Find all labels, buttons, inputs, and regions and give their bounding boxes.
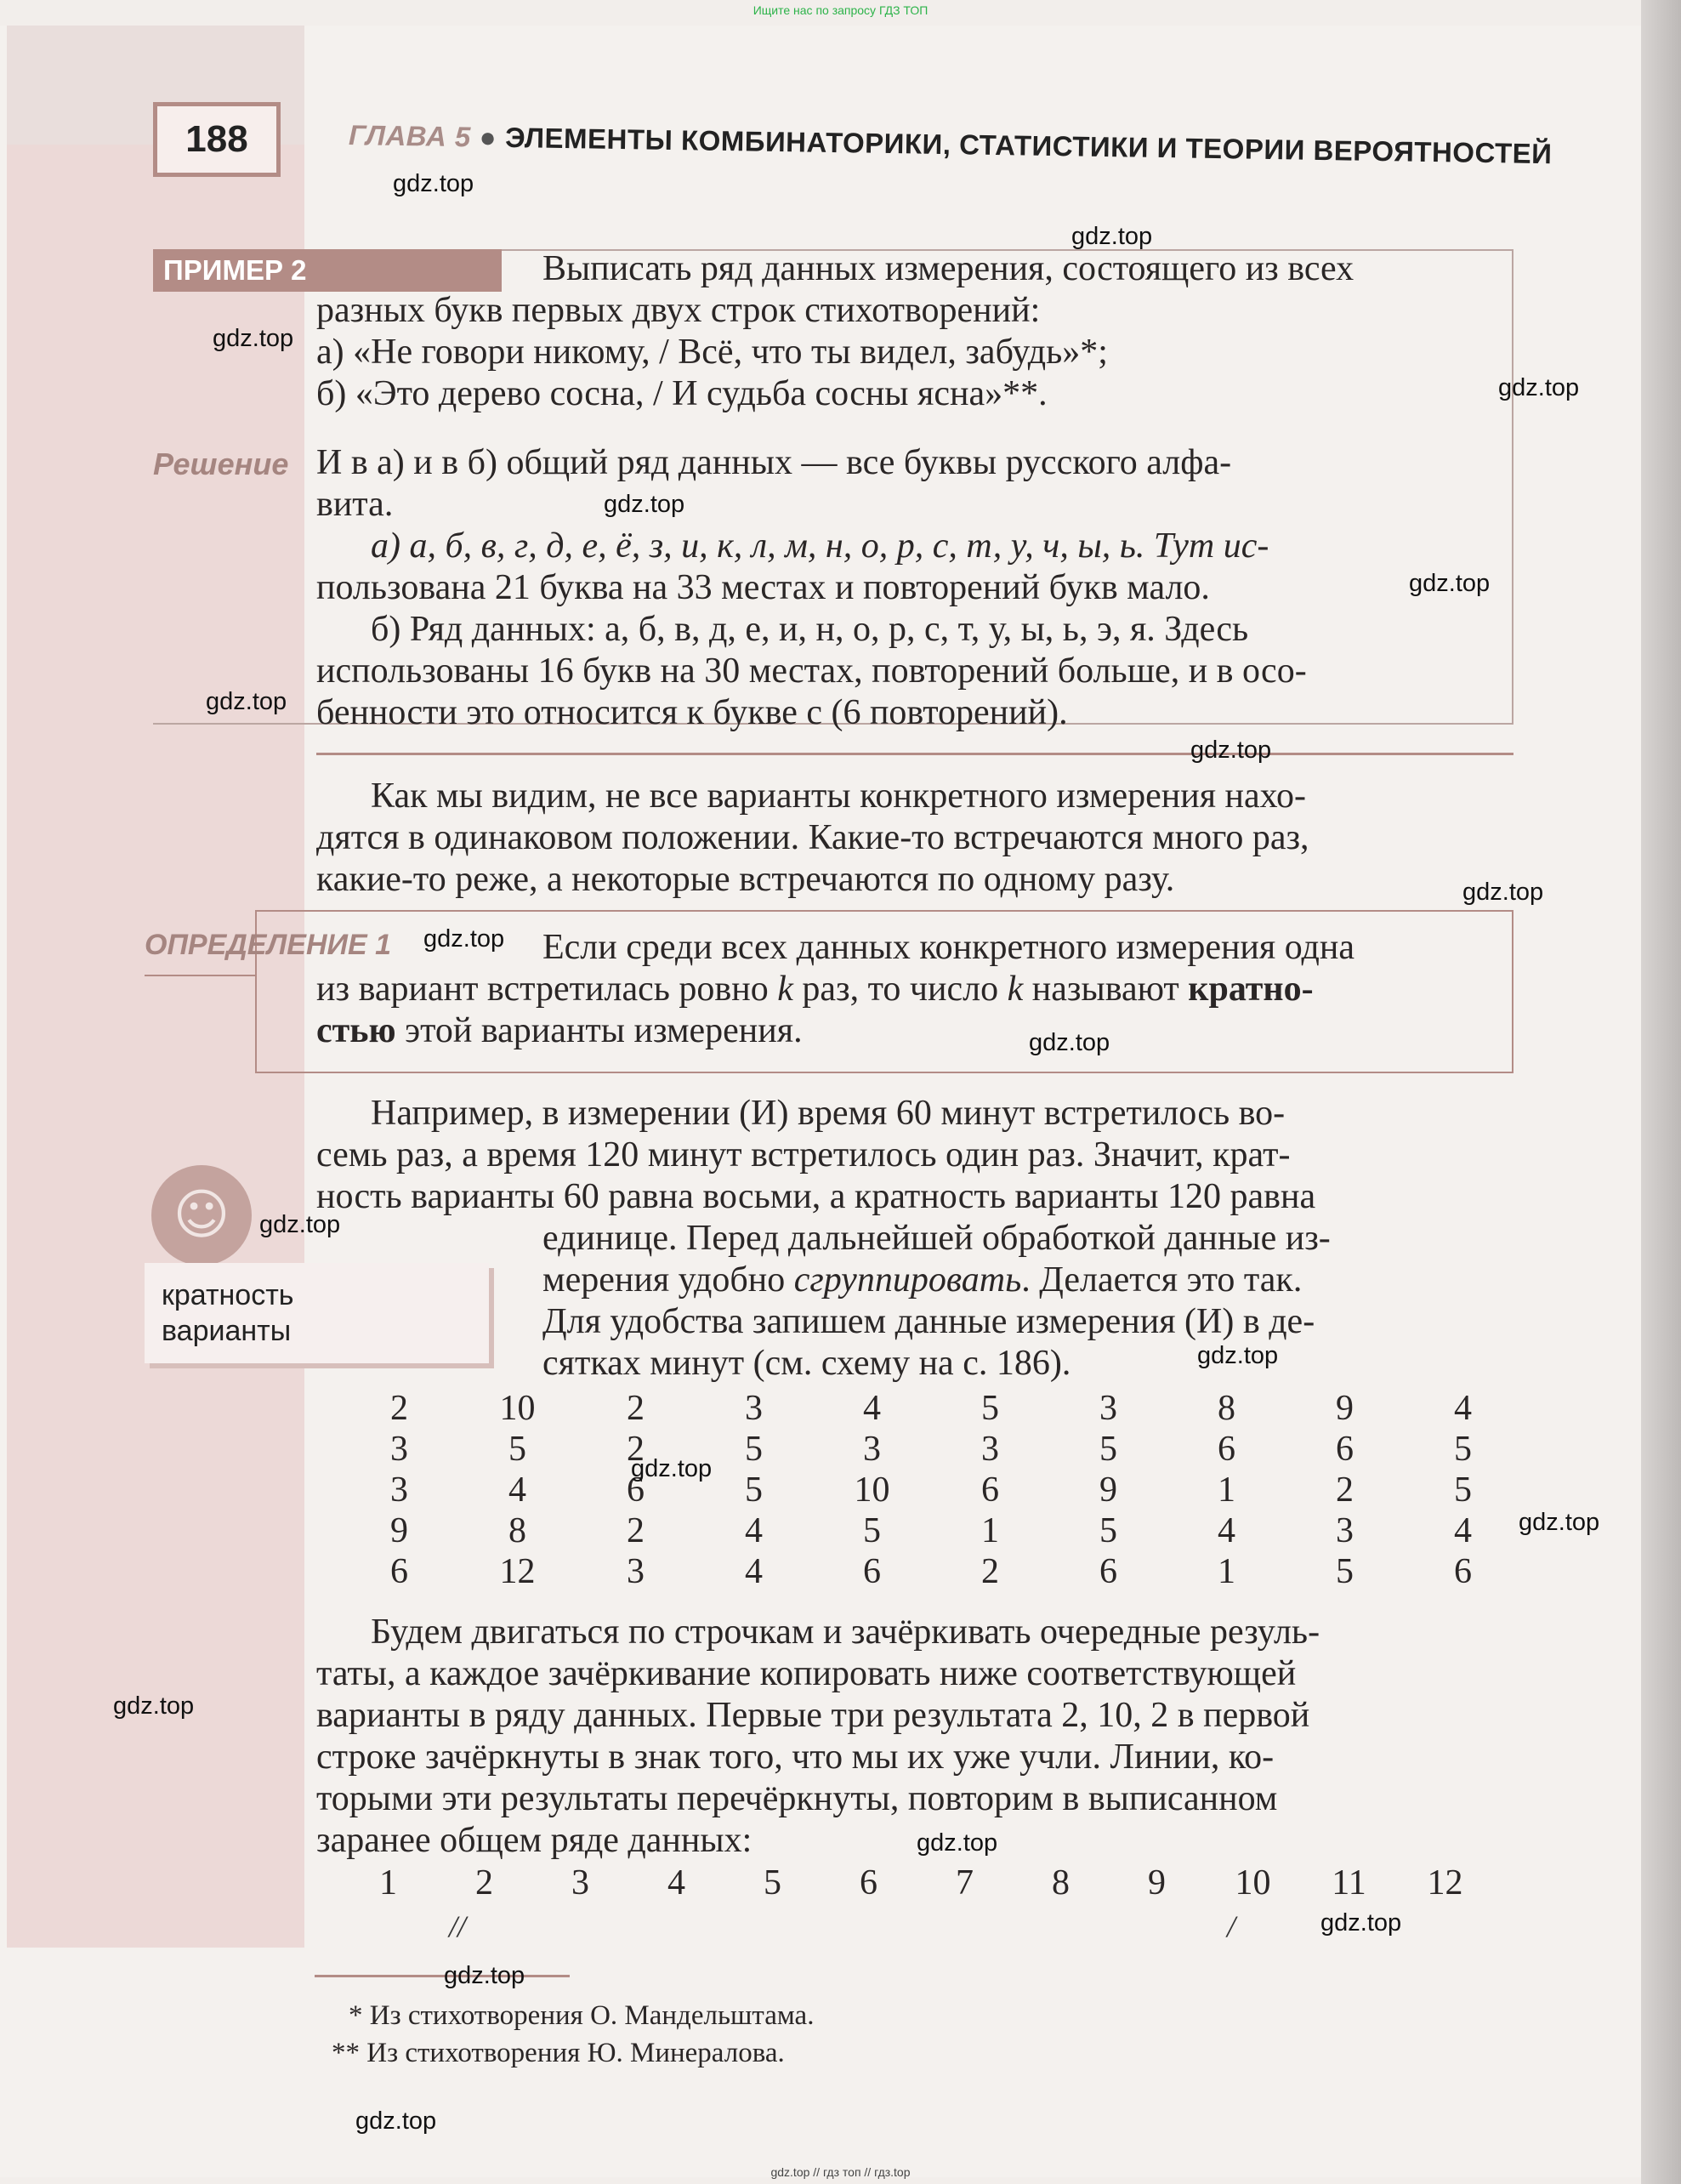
variant-value: 5 <box>764 1863 781 1902</box>
data-cell: 6 <box>390 1552 408 1591</box>
watermark: gdz.top <box>423 925 505 953</box>
paragraph-line: какие-то реже, а некоторые встречаются по одному разу. <box>316 860 1175 899</box>
data-cell: 2 <box>627 1389 645 1428</box>
example-tag: ПРИМЕР 2 <box>153 249 502 292</box>
data-cell: 6 <box>1218 1430 1235 1469</box>
data-table <box>340 1388 1471 1592</box>
paragraph-line <box>542 1260 1302 1301</box>
watermark: gdz.top <box>1197 1342 1279 1369</box>
definition-tag: ОПРЕДЕЛЕНИЕ 1 <box>145 929 391 961</box>
variant-value: 3 <box>571 1863 589 1902</box>
page-number: 188 <box>153 102 281 177</box>
definition-text: раз, то число <box>792 970 1008 1009</box>
watermark: gdz.top <box>604 491 685 518</box>
data-cell: 2 <box>627 1511 645 1550</box>
paragraph-line: дятся в одинаковом положении. Какие-то встречаются много раз, <box>316 818 1309 857</box>
top-banner[interactable]: Ищите нас по запросу ГДЗ ТОП <box>752 3 929 17</box>
watermark: gdz.top <box>1071 223 1153 250</box>
data-cell: 3 <box>1099 1389 1117 1428</box>
solution-line: использованы 16 букв на 30 местах, повторений больше, и в осо- <box>316 651 1307 691</box>
variant-value: 8 <box>1052 1863 1070 1902</box>
watermark: gdz.top <box>1519 1509 1600 1536</box>
data-cell: 6 <box>1099 1552 1117 1591</box>
data-cell: 5 <box>863 1511 881 1550</box>
paragraph-line: Будем двигаться по строчкам и зачёркивать очередные резуль- <box>371 1612 1320 1652</box>
data-cell: 6 <box>1336 1430 1354 1469</box>
margin-note-line: варианты <box>162 1315 292 1347</box>
data-cell: 3 <box>745 1389 763 1428</box>
solution-line: а) а, б, в, г, д, е, ё, з, и, к, л, м, н, о, р, с, т, у, ч, ы, ь. Тут ис- <box>371 526 1269 566</box>
watermark: gdz.top <box>213 325 294 352</box>
bottom-banner[interactable]: gdz.top // гдз топ // гдз.top <box>770 2165 911 2179</box>
data-cell: 5 <box>745 1430 763 1469</box>
data-cell: 4 <box>863 1389 881 1428</box>
example-line: а) «Не говори никому, / Всё, что ты видел, забудь»*; <box>316 333 1108 372</box>
example-line: разных букв первых двух строк стихотворений: <box>316 291 1041 330</box>
data-cell: 6 <box>981 1470 999 1510</box>
section-divider <box>316 753 1513 755</box>
data-cell: 2 <box>627 1430 645 1469</box>
definition-line <box>316 1010 803 1052</box>
watermark: gdz.top <box>1409 570 1491 597</box>
variant-value: 12 <box>1427 1863 1463 1902</box>
variant-value: 10 <box>1235 1863 1271 1902</box>
watermark: gdz.top <box>917 1829 998 1857</box>
variant-value: 4 <box>667 1863 685 1902</box>
variant-value: 9 <box>1148 1863 1166 1902</box>
data-cell: 9 <box>1099 1470 1117 1510</box>
solution-line: вита. <box>316 485 394 524</box>
variable-k: k <box>777 970 793 1009</box>
tally-marks: / <box>1227 1909 1236 1943</box>
paragraph-line: Например, в измерении (И) время 60 минут встретилось во- <box>371 1094 1286 1133</box>
paragraph-line: Для удобства запишем данные измерения (И) в де- <box>542 1302 1315 1341</box>
variant-value: 1 <box>379 1863 397 1902</box>
data-cell: 3 <box>1336 1511 1354 1550</box>
data-cell: 4 <box>1454 1389 1472 1428</box>
data-cell: 3 <box>627 1552 645 1591</box>
watermark: gdz.top <box>393 170 474 197</box>
margin-note-text <box>162 1277 294 1349</box>
data-cell: 6 <box>627 1470 645 1510</box>
data-cell: 4 <box>508 1470 526 1510</box>
chapter-label: ГЛАВА 5 <box>348 119 472 153</box>
data-cell: 2 <box>1336 1470 1354 1510</box>
data-cell: 9 <box>1336 1389 1354 1428</box>
data-cell: 5 <box>981 1389 999 1428</box>
paragraph-line: заранее общем ряде данных: <box>316 1821 752 1860</box>
watermark: gdz.top <box>1498 374 1580 401</box>
definition-tag-underline <box>145 975 255 976</box>
definition-text: из вариант встретилась ровно <box>316 970 778 1009</box>
defined-term: кратно- <box>1188 970 1314 1009</box>
data-cell: 1 <box>981 1511 999 1550</box>
solution-line: И в а) и в б) общий ряд данных — все буквы русского алфа- <box>316 443 1232 482</box>
data-cell: 3 <box>981 1430 999 1469</box>
data-cell: 10 <box>854 1470 890 1510</box>
footnote: * Из стихотворения О. Мандельштама. <box>349 2000 815 2031</box>
footnote: ** Из стихотворения Ю. Минералова. <box>332 2038 785 2068</box>
watermark: gdz.top <box>355 2107 437 2135</box>
example-line: б) «Это дерево сосна, / И судьба сосны ясна»**. <box>316 374 1048 413</box>
paragraph-line: торыми эти результаты перечёркнуты, повторим в выписанном <box>316 1779 1278 1818</box>
variants-row <box>340 1863 1471 1903</box>
paragraph-line: ность варианты 60 равна восьми, а кратность варианты 120 равна <box>316 1177 1316 1216</box>
data-cell: 10 <box>499 1389 536 1428</box>
watermark: gdz.top <box>206 688 287 715</box>
data-cell: 4 <box>1218 1511 1235 1550</box>
emphasis-text: сгруппировать <box>793 1260 1022 1300</box>
data-cell: 12 <box>499 1552 536 1591</box>
watermark: gdz.top <box>1029 1029 1110 1056</box>
variant-value: 6 <box>860 1863 877 1902</box>
paragraph-line: семь раз, а время 120 минут встретилось один раз. Значит, крат- <box>316 1135 1291 1174</box>
definition-line: Если среди всех данных конкретного измерения одна <box>542 928 1355 967</box>
watermark: gdz.top <box>113 1692 195 1720</box>
paragraph-line: варианты в ряду данных. Первые три результата 2, 10, 2 в первой <box>316 1696 1310 1735</box>
data-cell: 5 <box>745 1470 763 1510</box>
data-cell: 3 <box>390 1430 408 1469</box>
data-cell: 9 <box>390 1511 408 1550</box>
paragraph-text: . Делается это так. <box>1021 1260 1303 1300</box>
variant-value: 7 <box>956 1863 974 1902</box>
chapter-topic: ЭЛЕМЕНТЫ КОМБИНАТОРИКИ, СТАТИСТИКИ И ТЕОРИИ ВЕРОЯТНОСТЕЙ <box>504 121 1553 170</box>
data-cell: 4 <box>745 1511 763 1550</box>
data-cell: 4 <box>745 1552 763 1591</box>
watermark: gdz.top <box>631 1455 713 1482</box>
example-line: Выписать ряд данных измерения, состоящего из всех <box>542 249 1354 288</box>
data-cell: 6 <box>863 1552 881 1591</box>
data-cell: 8 <box>508 1511 526 1550</box>
data-cell: 5 <box>1099 1430 1117 1469</box>
tally-marks: // <box>449 1909 467 1943</box>
data-cell: 6 <box>1454 1552 1472 1591</box>
face-icon: ☺ <box>151 1165 252 1265</box>
watermark: gdz.top <box>1462 879 1544 906</box>
data-cell: 3 <box>390 1470 408 1510</box>
solution-line: б) Ряд данных: а, б, в, д, е, и, н, о, р, с, т, у, ы, ь, э, я. Здесь <box>371 610 1249 649</box>
data-cell: 5 <box>1454 1470 1472 1510</box>
solution-tag: Решение <box>153 446 289 481</box>
margin-note-line: кратность <box>162 1279 294 1311</box>
variant-value: 11 <box>1332 1863 1366 1902</box>
book-edge <box>1641 0 1681 2184</box>
variable-k: k <box>1007 970 1024 1009</box>
paragraph-line: единице. Перед дальнейшей обработкой данные из- <box>542 1219 1331 1258</box>
bullet-icon: ● <box>479 121 497 153</box>
data-cell: 5 <box>1099 1511 1117 1550</box>
paragraph-line: Как мы видим, не все варианты конкретного измерения нахо- <box>371 776 1307 816</box>
data-cell: 2 <box>981 1552 999 1591</box>
paragraph-line: таты, а каждое зачёркивание копировать ниже соответствующей <box>316 1654 1297 1693</box>
data-cell: 1 <box>1218 1552 1235 1591</box>
paragraph-line: сятках минут (см. схему на с. 186). <box>542 1344 1071 1383</box>
data-cell: 3 <box>863 1430 881 1469</box>
solution-line: бенности это относится к букве с (6 повторений). <box>316 693 1068 732</box>
variant-value: 2 <box>475 1863 493 1902</box>
footnote-divider <box>315 1975 570 1977</box>
definition-text: называют <box>1023 970 1189 1009</box>
watermark: gdz.top <box>1320 1909 1402 1937</box>
defined-term: стью <box>316 1011 396 1050</box>
watermark: gdz.top <box>444 1962 525 1989</box>
solution-line: пользована 21 буква на 33 местах и повторений букв мало. <box>316 568 1210 607</box>
paragraph-text: мерения удобно <box>542 1260 794 1300</box>
data-cell: 8 <box>1218 1389 1235 1428</box>
data-cell: 5 <box>1336 1552 1354 1591</box>
data-cell: 4 <box>1454 1511 1472 1550</box>
data-cell: 5 <box>1454 1430 1472 1469</box>
data-cell: 1 <box>1218 1470 1235 1510</box>
data-cell: 2 <box>390 1389 408 1428</box>
data-cell: 5 <box>508 1430 526 1469</box>
watermark: gdz.top <box>1190 737 1272 764</box>
paragraph-line: строке зачёркнуты в знак того, что мы их уже учли. Линии, ко- <box>316 1738 1275 1777</box>
definition-text: этой варианты измерения. <box>395 1011 803 1050</box>
watermark: gdz.top <box>259 1211 341 1238</box>
definition-line <box>316 969 1314 1010</box>
